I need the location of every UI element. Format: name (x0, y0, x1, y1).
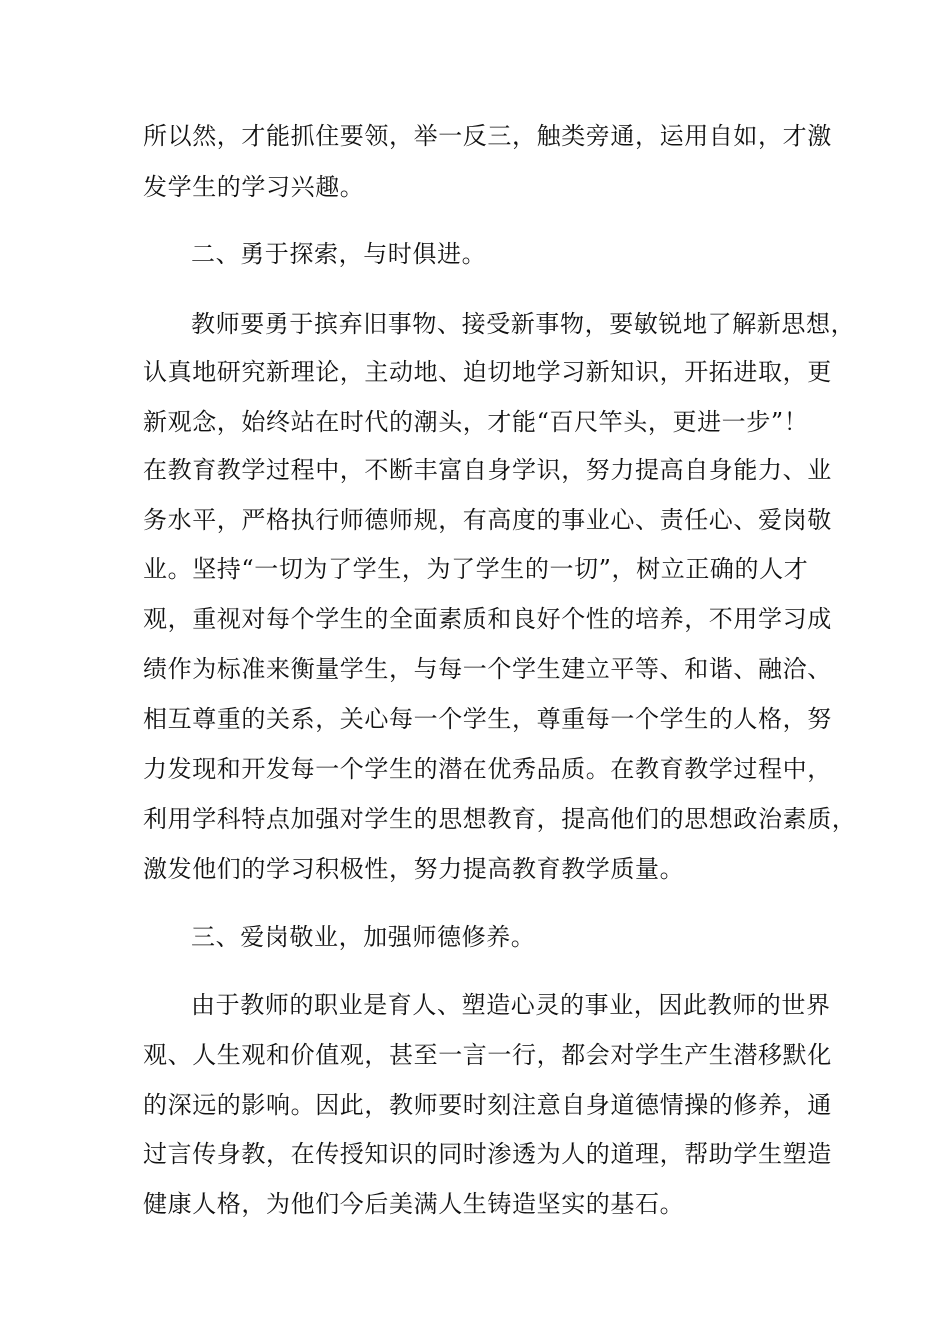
section-heading: 三、爱岗敬业，加强师德修养。 (191, 923, 536, 951)
paragraph-line: 所以然，才能抓住要领，举一反三，触类旁通，运用自如，才激 (143, 122, 832, 150)
paragraph-line: 新观念，始终站在时代的潮头，才能“百尺竿头，更进一步”！ (143, 408, 809, 436)
paragraph-line: 健康人格，为他们今后美满人生铸造坚实的基石。 (143, 1190, 685, 1218)
paragraph-line: 观，重视对每个学生的全面素质和良好个性的培养，不用学习成 (143, 605, 832, 633)
paragraph-line: 教师要勇于摈弃旧事物、接受新事物，要敏锐地了解新思想， (191, 310, 856, 338)
paragraph-line: 在教育教学过程中，不断丰富自身学识，努力提高自身能力、业 (143, 456, 832, 484)
paragraph-line: 认真地研究新理论，主动地、迫切地学习新知识，开拓进取，更 (143, 358, 832, 386)
paragraph-line: 相互尊重的关系，关心每一个学生，尊重每一个学生的人格，努 (143, 705, 832, 733)
paragraph-line: 业。坚持“一切为了学生，为了学生的一切”，树立正确的人才 (143, 555, 809, 583)
paragraph-line: 绩作为标准来衡量学生，与每一个学生建立平等、和谐、融洽、 (143, 655, 832, 683)
section-heading: 二、勇于探索，与时俱进。 (191, 240, 487, 268)
paragraph-line: 由于教师的职业是育人、塑造心灵的事业，因此教师的世界 (191, 991, 831, 1019)
paragraph-line: 利用学科特点加强对学生的思想教育，提高他们的思想政治素质， (143, 805, 857, 833)
paragraph-line: 的深远的影响。因此，教师要时刻注意自身道德情操的修养，通 (143, 1091, 832, 1119)
paragraph-line: 激发他们的学习积极性，努力提高教育教学质量。 (143, 855, 685, 883)
paragraph-line: 过言传身教，在传授知识的同时渗透为人的道理，帮助学生塑造 (143, 1140, 832, 1168)
paragraph-line: 力发现和开发每一个学生的潜在优秀品质。在教育教学过程中， (143, 755, 832, 783)
paragraph-line: 观、人生观和价值观，甚至一言一行，都会对学生产生潜移默化 (143, 1041, 832, 1069)
paragraph-line: 发学生的学习兴趣。 (143, 173, 365, 201)
paragraph-line: 务水平，严格执行师德师规，有高度的事业心、责任心、爱岗敬 (143, 506, 832, 534)
